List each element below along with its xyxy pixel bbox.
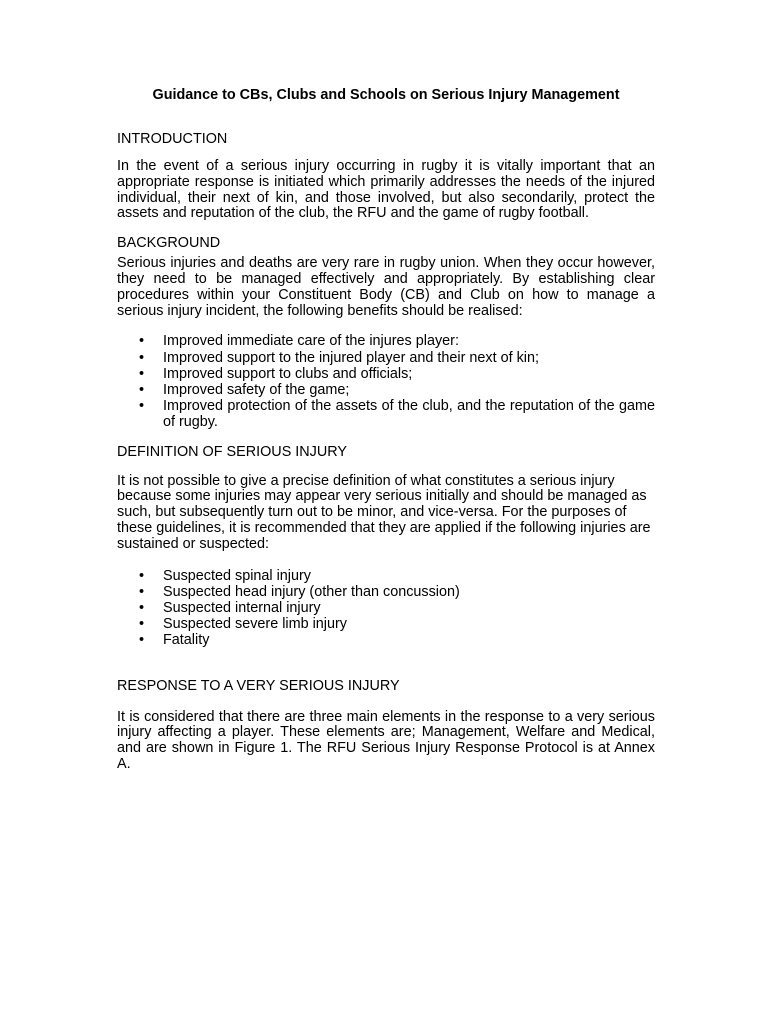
bullet-icon: • bbox=[139, 349, 145, 366]
list-item: • Improved protection of the assets of the club, and the reputation of the game of rugby. bbox=[139, 398, 655, 431]
bullet-icon: • bbox=[139, 616, 145, 633]
list-item: • Suspected head injury (other than concussion) bbox=[139, 583, 460, 600]
document-title: Guidance to CBs, Clubs and Schools on Serious Injury Management bbox=[152, 87, 620, 103]
definition-heading: DEFINITION OF SERIOUS INJURY bbox=[117, 443, 348, 460]
bullet-icon: • bbox=[139, 632, 145, 649]
benefits-list bbox=[117, 333, 655, 430]
bullet-icon: • bbox=[139, 381, 145, 398]
bullet-icon: • bbox=[139, 599, 145, 616]
background-paragraph: Serious injuries and deaths are very rare in rugby union. When they occur however, they need to be managed effectively and appropriately. By establishing clear procedures within your Constituent Body (CB) and Club on how to manage a serious injury incident, the following benefits should be realised: bbox=[117, 255, 655, 319]
response-heading: RESPONSE TO A VERY SERIOUS INJURY bbox=[117, 677, 400, 694]
list-item: • Improved safety of the game; bbox=[139, 381, 350, 398]
background-heading: BACKGROUND bbox=[117, 235, 221, 252]
introduction-paragraph: In the event of a serious injury occurring in rugby it is vitally important that an appropriate response is initiated which primarily addresses the needs of the injured individual, their next of kin, and those involved, but also secondarily, protect the assets and reputation of the club, the RFU and the game of rugby football. bbox=[117, 158, 655, 222]
list-item: • Fatality bbox=[139, 632, 210, 649]
document-page bbox=[117, 85, 655, 773]
bullet-icon: • bbox=[139, 365, 145, 382]
list-item: • Improved support to the injured player and their next of kin; bbox=[139, 349, 539, 366]
bullet-icon: • bbox=[139, 567, 145, 584]
bullet-icon: • bbox=[139, 398, 145, 415]
serious-injuries-list bbox=[117, 568, 655, 649]
list-item: • Improved support to clubs and officials; bbox=[139, 365, 413, 382]
list-item: • Suspected spinal injury bbox=[139, 567, 311, 584]
introduction-heading: INTRODUCTION bbox=[117, 131, 228, 147]
definition-paragraph: It is not possible to give a precise definition of what constitutes a serious injury because some injuries may appear very serious initially and should be managed as such, but subsequently turn out to be minor, and vice-versa. For the purposes of these guidelines, it is recommended that they are applied if the following injuries are sustained or suspected: bbox=[117, 472, 651, 552]
response-paragraph: It is considered that there are three main elements in the response to a very serious injury affecting a player. These elements are; Management, Welfare and Medical, and are shown in Figure 1. The RFU Serious Injury Response Protocol is at Annex A. bbox=[117, 708, 655, 772]
bullet-icon: • bbox=[139, 333, 145, 350]
list-item: • Improved immediate care of the injures player: bbox=[139, 333, 459, 350]
list-item: • Suspected severe limb injury bbox=[139, 616, 347, 633]
bullet-icon: • bbox=[139, 583, 145, 600]
list-item: • Suspected internal injury bbox=[139, 599, 321, 616]
